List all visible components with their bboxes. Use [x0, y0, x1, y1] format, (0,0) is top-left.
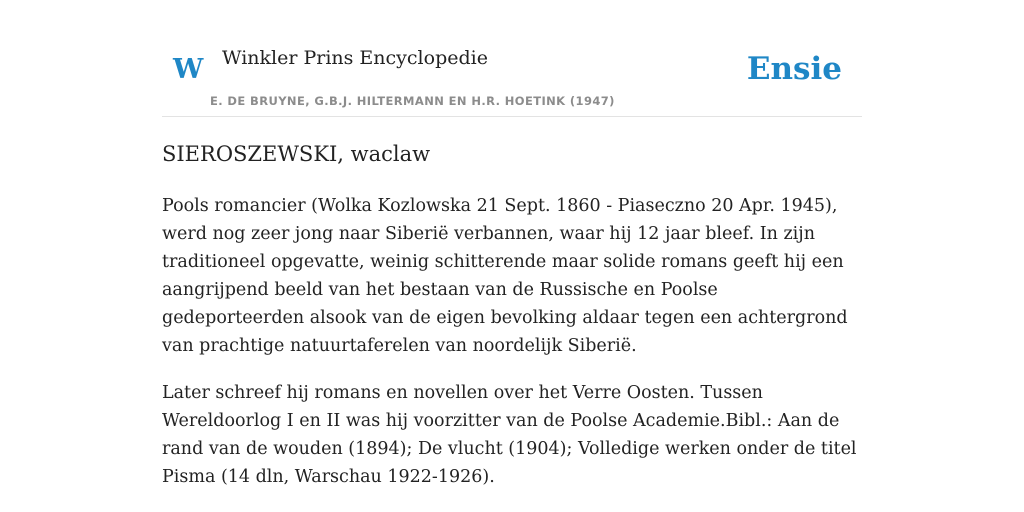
article-paragraph: Pools romancier (Wolka Kozlowska 21 Sept. 1860 - Piaseczno 20 Apr. 1945), werd nog zeer jong naar Siberië verbannen, waar hij 12 jaar bleef. In zijn traditioneel opgevatte, weinig schitterende maar solide romans geeft hij een aangrijpend beeld van het bestaan van de Russische en Poolse gedeporteerden alsook van de eigen bevolking aldaar tegen een achtergrond van prachtige natuurtaferelen van noordelijk Siberië. — [162, 196, 848, 356]
source-logo[interactable]: W — [173, 54, 204, 85]
article — [162, 138, 862, 491]
source-authors: E. DE BRUYNE, G.B.J. HILTERMANN EN H.R. HOETINK (1947) — [210, 94, 615, 108]
source-header — [162, 0, 862, 117]
source-title[interactable]: Winkler Prins Encyclopedie — [222, 47, 488, 69]
article-title: SIEROSZEWSKI, waclaw — [162, 142, 431, 166]
article-paragraph: Later schreef hij romans en novellen over het Verre Oosten. Tussen Wereldoorlog I en II was hij voorzitter van de Poolse Academie.Bibl.: Aan de rand van de wouden (1894); De vlucht (1904); Volledige werken onder de titel Pisma (14 dln, Warschau 1922-1926). — [162, 383, 857, 487]
ensie-brand-link[interactable]: Ensie — [746, 51, 842, 87]
